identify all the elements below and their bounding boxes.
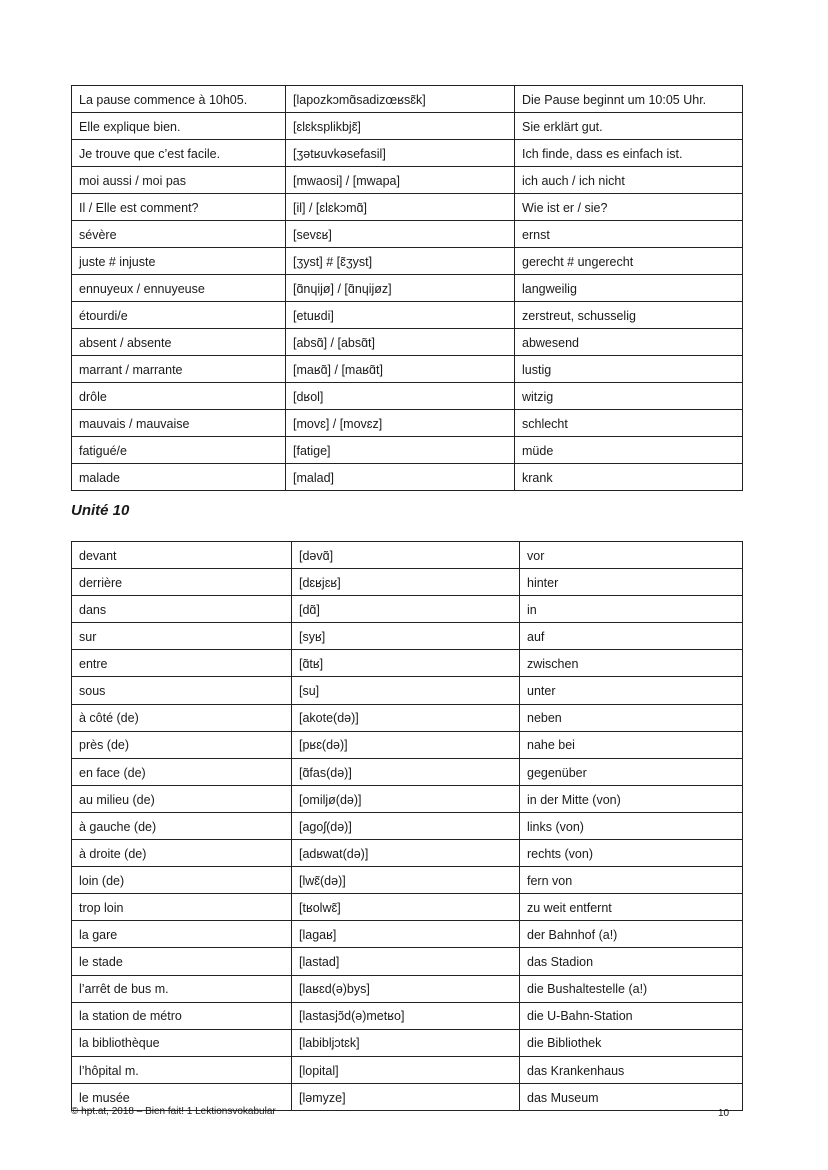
german-translation: fern von (520, 867, 743, 894)
german-translation: langweilig (515, 275, 743, 302)
french-word: l’hôpital m. (72, 1056, 292, 1083)
french-word: le musée (72, 1083, 292, 1110)
vocab-row (72, 329, 743, 356)
german-translation: hinter (520, 569, 743, 596)
german-translation: witzig (515, 383, 743, 410)
phonetic-transcription: [sevɛʁ] (286, 221, 515, 248)
phonetic-transcription: [agoʃ(də)] (292, 812, 520, 839)
vocab-row (72, 867, 743, 894)
phonetic-transcription: [fatige] (286, 437, 515, 464)
french-word: derrière (72, 569, 292, 596)
vocab-row (72, 975, 743, 1002)
vocab-row (72, 596, 743, 623)
phonetic-transcription: [laʁɛd(ə)bys] (292, 975, 520, 1002)
german-translation: die Bibliothek (520, 1029, 743, 1056)
french-word: à gauche (de) (72, 812, 292, 839)
vocab-row (72, 758, 743, 785)
phonetic-transcription: [lagaʁ] (292, 921, 520, 948)
french-word: sur (72, 623, 292, 650)
german-translation: die U-Bahn-Station (520, 1002, 743, 1029)
german-translation: gegenüber (520, 758, 743, 785)
phonetic-transcription: [su] (292, 677, 520, 704)
german-translation: unter (520, 677, 743, 704)
german-translation: zwischen (520, 650, 743, 677)
phonetic-transcription: [malad] (286, 464, 515, 491)
french-word: moi aussi / moi pas (72, 167, 286, 194)
vocab-row (72, 812, 743, 839)
vocab-row (72, 650, 743, 677)
german-translation: Sie erklärt gut. (515, 113, 743, 140)
vocab-row (72, 677, 743, 704)
phonetic-transcription: [absɑ̃] / [absɑ̃t] (286, 329, 515, 356)
german-translation: der Bahnhof (a!) (520, 921, 743, 948)
french-word: étourdi/e (72, 302, 286, 329)
german-translation: zu weit entfernt (520, 894, 743, 921)
phonetic-transcription: [dɑ̃] (292, 596, 520, 623)
german-translation: das Museum (520, 1083, 743, 1110)
german-translation: gerecht # ungerecht (515, 248, 743, 275)
section-heading-unite-10: Unité 10 (71, 502, 130, 519)
german-translation: zerstreut, schusselig (515, 302, 743, 329)
french-word: absent / absente (72, 329, 286, 356)
vocab-row (72, 542, 743, 569)
german-translation: müde (515, 437, 743, 464)
german-translation: in der Mitte (von) (520, 785, 743, 812)
vocab-row (72, 785, 743, 812)
phonetic-transcription: [ɑ̃tʁ] (292, 650, 520, 677)
vocab-row (72, 86, 743, 113)
german-translation: das Stadion (520, 948, 743, 975)
german-translation: neben (520, 704, 743, 731)
french-word: drôle (72, 383, 286, 410)
phonetic-transcription: [ʒyst] # [ɛ̃ʒyst] (286, 248, 515, 275)
vocab-row (72, 302, 743, 329)
french-word: près (de) (72, 731, 292, 758)
french-word: trop loin (72, 894, 292, 921)
french-word: à droite (de) (72, 840, 292, 867)
phonetic-transcription: [lastasjɔ̃d(ə)metʁo] (292, 1002, 520, 1029)
phonetic-transcription: [labibljɔtɛk] (292, 1029, 520, 1056)
french-word: malade (72, 464, 286, 491)
german-translation: Ich finde, dass es einfach ist. (515, 140, 743, 167)
phonetic-transcription: [dəvɑ̃] (292, 542, 520, 569)
phonetic-transcription: [mwaosi] / [mwapa] (286, 167, 515, 194)
french-word: l’arrêt de bus m. (72, 975, 292, 1002)
german-translation: die Bushaltestelle (a!) (520, 975, 743, 1002)
german-translation: links (von) (520, 812, 743, 839)
french-word: au milieu (de) (72, 785, 292, 812)
phonetic-transcription: [akote(də)] (292, 704, 520, 731)
french-word: La pause commence à 10h05. (72, 86, 286, 113)
french-word: sévère (72, 221, 286, 248)
french-word: loin (de) (72, 867, 292, 894)
french-word: sous (72, 677, 292, 704)
phonetic-transcription: [dɛʁjɛʁ] (292, 569, 520, 596)
phonetic-transcription: [adʁwat(də)] (292, 840, 520, 867)
german-translation: Wie ist er / sie? (515, 194, 743, 221)
german-translation: rechts (von) (520, 840, 743, 867)
french-word: Il / Elle est comment? (72, 194, 286, 221)
phonetic-transcription: [movɛ] / [movɛz] (286, 410, 515, 437)
vocab-row (72, 840, 743, 867)
phonetic-transcription: [pʁɛ(də)] (292, 731, 520, 758)
phonetic-transcription: [il] / [ɛlɛkɔmɑ̃] (286, 194, 515, 221)
vocab-row (72, 948, 743, 975)
vocab-row (72, 1029, 743, 1056)
french-word: fatigué/e (72, 437, 286, 464)
german-translation: schlecht (515, 410, 743, 437)
vocab-row (72, 410, 743, 437)
footer-copyright: © hpt.at, 2018 – Bien fait! 1 Lektionsvokabular (71, 1106, 276, 1117)
vocab-row (72, 1056, 743, 1083)
phonetic-transcription: [tʁolwɛ̃] (292, 894, 520, 921)
phonetic-transcription: [maʁɑ̃] / [maʁɑ̃t] (286, 356, 515, 383)
vocab-row (72, 140, 743, 167)
phonetic-transcription: [ɛlɛksplikbjɛ̃] (286, 113, 515, 140)
french-word: la gare (72, 921, 292, 948)
german-translation: Die Pause beginnt um 10:05 Uhr. (515, 86, 743, 113)
german-translation: ernst (515, 221, 743, 248)
german-translation: krank (515, 464, 743, 491)
french-word: le stade (72, 948, 292, 975)
phonetic-transcription: [syʁ] (292, 623, 520, 650)
german-translation: auf (520, 623, 743, 650)
vocab-row (72, 704, 743, 731)
french-word: Je trouve que c’est facile. (72, 140, 286, 167)
vocab-row (72, 623, 743, 650)
phonetic-transcription: [ɑ̃fas(də)] (292, 758, 520, 785)
vocab-row (72, 113, 743, 140)
french-word: ennuyeux / ennuyeuse (72, 275, 286, 302)
vocab-row (72, 437, 743, 464)
vocab-row (72, 194, 743, 221)
vocab-row (72, 356, 743, 383)
vocab-row (72, 1002, 743, 1029)
german-translation: lustig (515, 356, 743, 383)
vocab-row (72, 569, 743, 596)
vocab-row (72, 221, 743, 248)
german-translation: das Krankenhaus (520, 1056, 743, 1083)
french-word: la bibliothèque (72, 1029, 292, 1056)
french-word: en face (de) (72, 758, 292, 785)
vocab-row (72, 731, 743, 758)
phonetic-transcription: [ʒətʁuvkəsefasil] (286, 140, 515, 167)
french-word: marrant / marrante (72, 356, 286, 383)
german-translation: in (520, 596, 743, 623)
phonetic-transcription: [lwɛ̃(də)] (292, 867, 520, 894)
french-word: juste # injuste (72, 248, 286, 275)
german-translation: ich auch / ich nicht (515, 167, 743, 194)
french-word: Elle explique bien. (72, 113, 286, 140)
french-word: dans (72, 596, 292, 623)
phonetic-transcription: [lastad] (292, 948, 520, 975)
french-word: la station de métro (72, 1002, 292, 1029)
german-translation: nahe bei (520, 731, 743, 758)
vocab-row (72, 167, 743, 194)
french-word: entre (72, 650, 292, 677)
phonetic-transcription: [omiljø(də)] (292, 785, 520, 812)
vocab-row (72, 248, 743, 275)
phonetic-transcription: [etuʁdi] (286, 302, 515, 329)
phonetic-transcription: [dʁol] (286, 383, 515, 410)
vocabulary-table-unite-10 (71, 541, 743, 1111)
vocab-row (72, 464, 743, 491)
phonetic-transcription: [ɑ̃nɥijø] / [ɑ̃nɥijøz] (286, 275, 515, 302)
phonetic-transcription: [lapozkɔmɑ̃sadizœʁsɛ̃k] (286, 86, 515, 113)
french-word: mauvais / mauvaise (72, 410, 286, 437)
vocab-row (72, 275, 743, 302)
phonetic-transcription: [lopital] (292, 1056, 520, 1083)
german-translation: vor (520, 542, 743, 569)
vocab-row (72, 921, 743, 948)
phonetic-transcription: [ləmyze] (292, 1083, 520, 1110)
german-translation: abwesend (515, 329, 743, 356)
french-word: à côté (de) (72, 704, 292, 731)
vocab-row (72, 894, 743, 921)
vocabulary-table-previous-unit (71, 85, 743, 491)
french-word: devant (72, 542, 292, 569)
page-number: 10 (718, 1108, 730, 1119)
vocab-row (72, 383, 743, 410)
